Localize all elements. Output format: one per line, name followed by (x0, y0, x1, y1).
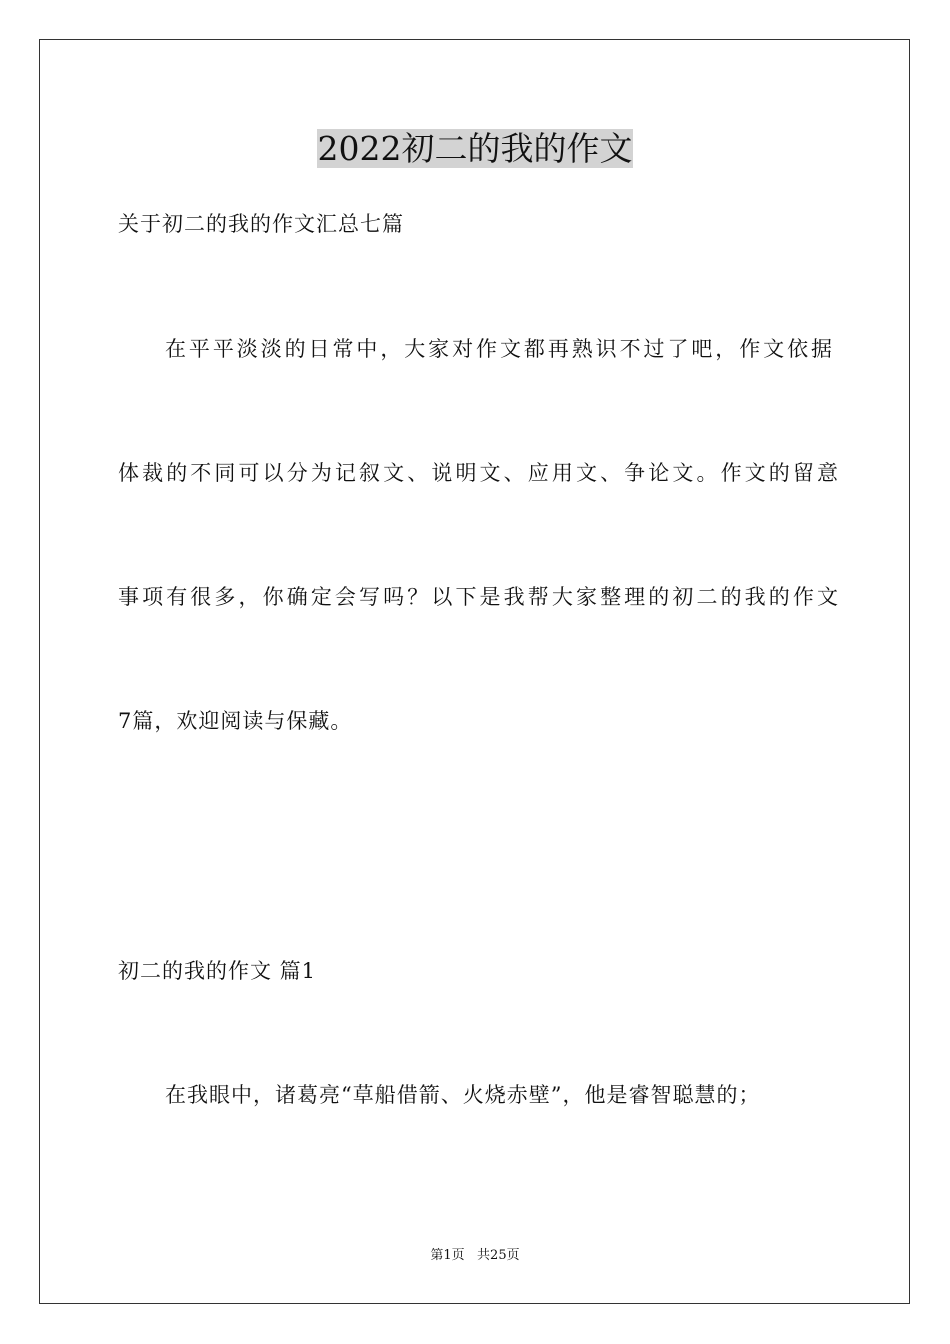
document-title (0, 127, 950, 171)
section-heading: 初二的我的作文 篇1 (118, 959, 317, 983)
intro-paragraph-line: 在平平淡淡的日常中，大家对作文都再熟识不过了吧，作文依据 (165, 337, 832, 361)
page-footer: 第1页 共25页 (430, 1248, 520, 1263)
section-paragraph-line: 在我眼中，诸葛亮“草船借箭、火烧赤壁”，他是睿智聪慧的； (165, 1083, 761, 1107)
document-title-text: 2022初二的我的作文 (317, 129, 633, 168)
intro-paragraph-line: 7篇，欢迎阅读与保藏。 (118, 709, 353, 733)
intro-paragraph-line: 体裁的不同可以分为记叙文、说明文、应用文、争论文。作文的留意 (118, 461, 838, 485)
document-subtitle: 关于初二的我的作文汇总七篇 (118, 212, 404, 236)
intro-paragraph-line: 事项有很多，你确定会写吗？以下是我帮大家整理的初二的我的作文 (118, 585, 838, 609)
